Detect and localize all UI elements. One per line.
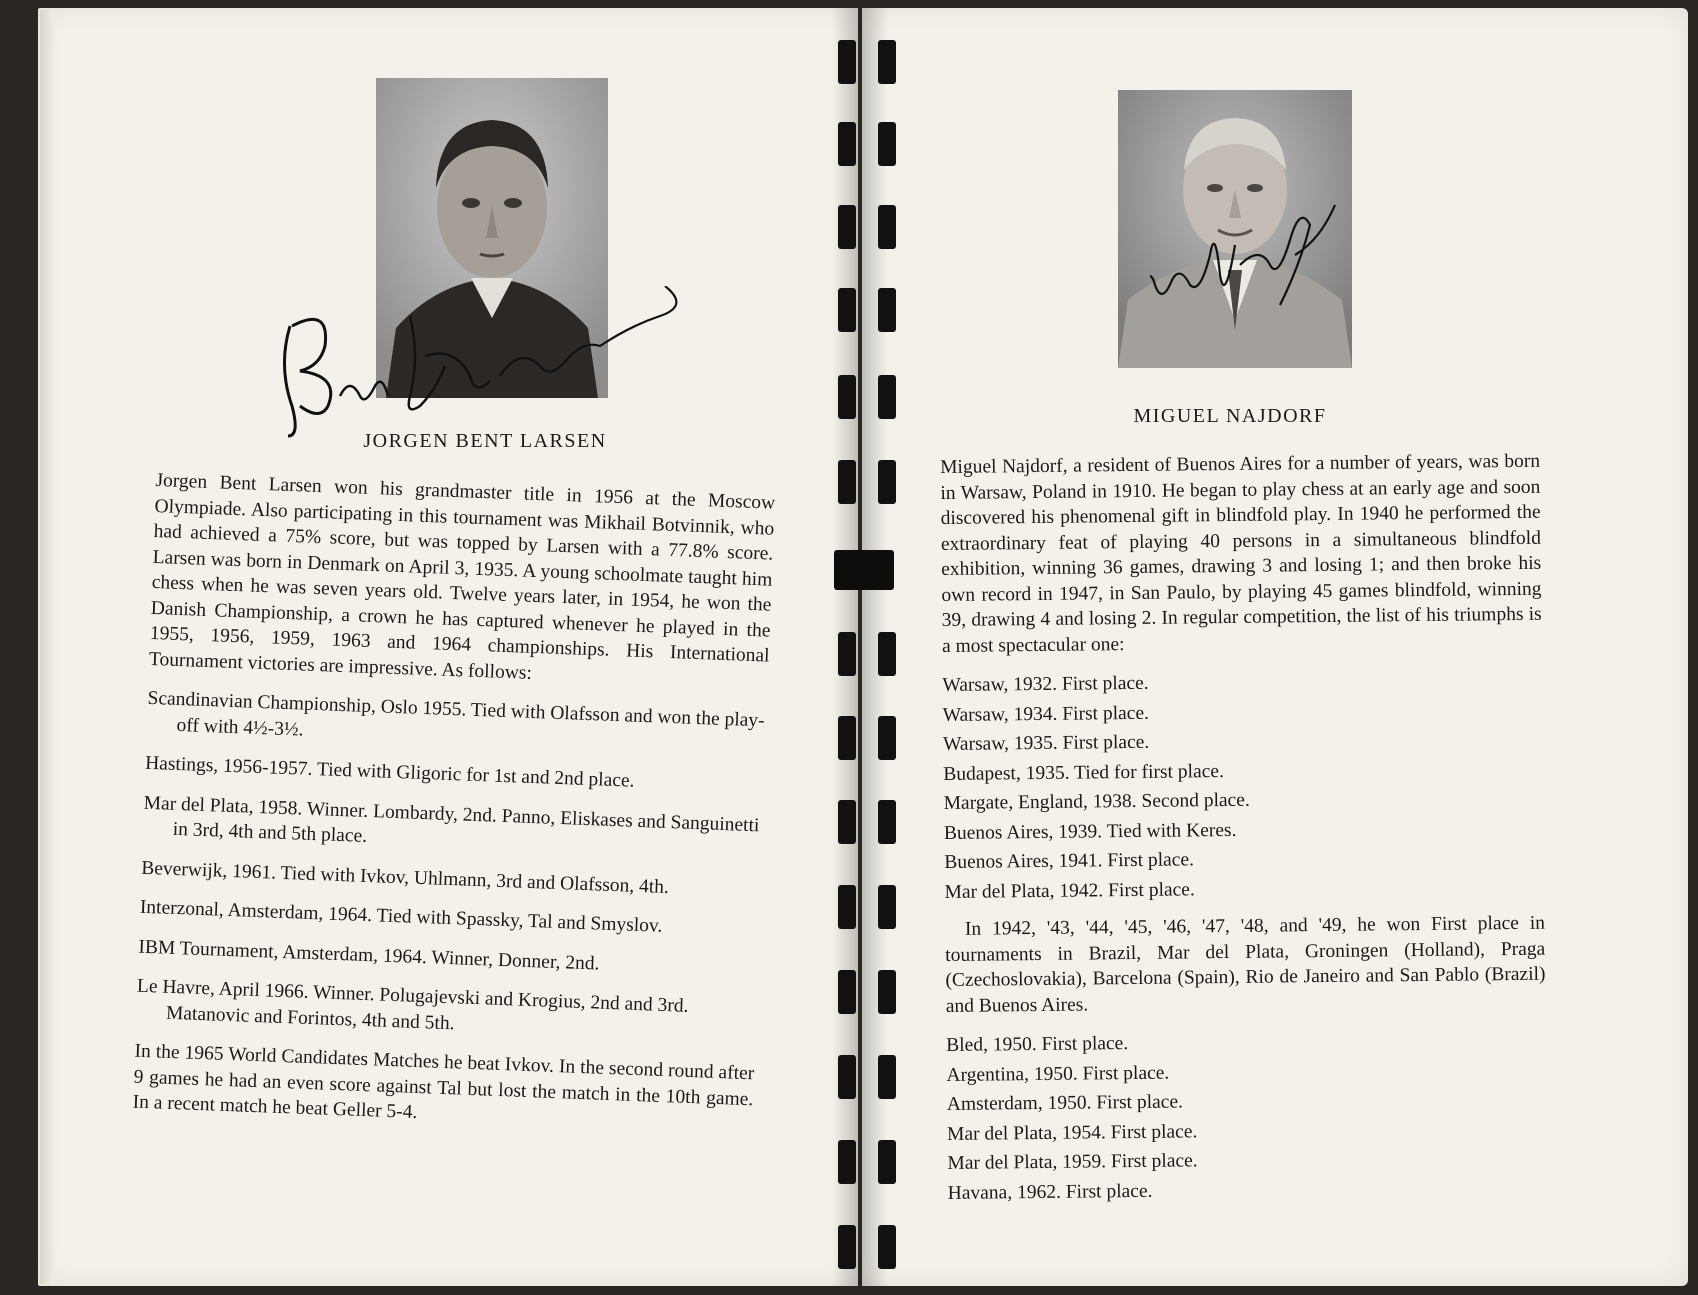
larsen-name-caption: JORGEN BENT LARSEN [363, 430, 607, 452]
binding-coil [878, 970, 896, 1014]
list-item: Amsterdam, 1950. First place. [946, 1091, 1184, 1115]
list-item: Warsaw, 1934. First place. [942, 702, 1150, 726]
list-item: Argentina, 1950. First place. [946, 1062, 1170, 1086]
binding-coil [838, 40, 856, 84]
larsen-closing-paragraph: In the 1965 World Candidates Matches he beat Ivkov. In the second round after 9 games he had an even score against Tal but lost the match in the 10th game. In a recent match he beat Geller 5-4. [132, 1040, 755, 1124]
binding-coil [878, 1140, 896, 1184]
list-item: Scandinavian Championship, Oslo 1955. Tied with Olafsson and won the play-off with 4½-3½. [147, 687, 765, 741]
page-stack-edge [40, 10, 54, 1284]
najdorf-results-list-late [946, 1027, 1548, 1206]
najdorf-signature [1150, 185, 1340, 335]
larsen-biography [132, 468, 776, 1152]
binding-coil [838, 716, 856, 760]
list-item: Warsaw, 1932. First place. [942, 672, 1149, 696]
binding-coil [838, 1225, 856, 1269]
list-item: Mar del Plata, 1942. First place. [944, 878, 1195, 903]
binding-coil [878, 885, 896, 929]
binding-coil [878, 460, 896, 504]
binding-coil [878, 375, 896, 419]
binding-clip [834, 550, 894, 590]
binding-coil [878, 716, 896, 760]
binding-coil [878, 800, 896, 844]
list-item: Mar del Plata, 1958. Winner. Lombardy, 2nd. Panno, Eliskases and Sanguinetti in 3rd, 4th and 5th place. [143, 792, 760, 847]
binding-coil [838, 885, 856, 929]
binding-coil [838, 1140, 856, 1184]
list-item: Warsaw, 1935. First place. [942, 731, 1150, 755]
binding-coil [878, 122, 896, 166]
binding-coil [838, 1055, 856, 1099]
list-item: Bled, 1950. First place. [946, 1033, 1129, 1056]
list-item: Le Havre, April 1966. Winner. Polugajevski and Krogius, 2nd and 3rd. Matanovic and Forintos, 4th and 5th. [136, 975, 689, 1034]
larsen-results-list [136, 686, 768, 1047]
list-item: Hastings, 1956-1957. Tied with Gligoric for 1st and 2nd place. [144, 752, 635, 792]
binding-coil [878, 632, 896, 676]
binding-coil [878, 1055, 896, 1099]
list-item: Buenos Aires, 1939. Tied with Keres. [943, 819, 1237, 844]
list-item: Mar del Plata, 1954. First place. [947, 1120, 1198, 1145]
list-item: Interzonal, Amsterdam, 1964. Tied with Spassky, Tal and Smyslov. [139, 896, 663, 937]
najdorf-name-caption: MIGUEL NAJDORF [1133, 405, 1327, 427]
binding-coil [878, 1225, 896, 1269]
binding-coil [838, 970, 856, 1014]
binding-coil [838, 288, 856, 332]
binding-coil [838, 632, 856, 676]
list-item: Mar del Plata, 1959. First place. [947, 1150, 1198, 1174]
binding-coil [838, 122, 856, 166]
larsen-bio-paragraph: Jorgen Bent Larsen won his grandmaster title in 1956 at the Moscow Olympiade. Also participating in this tournament was Mikhail Botvinnik, who had achieved a 75% score, but was topped by Larsen with a 77.8% score. Larsen was born in Denmark on April 3, 1935. A young schoolmate taught him chess when he was seven years old. Twelve years later, in 1954, he won the Danish Championship, a crown he has captured whenever he played in the 1955, 1956, 1959, 1963 and 1964 championships. His International Tournament victories are impressive. As follows: [148, 469, 776, 684]
binding-coil [838, 800, 856, 844]
list-item: Havana, 1962. First place. [947, 1180, 1153, 1204]
binding-coil [838, 205, 856, 249]
list-item: IBM Tournament, Amsterdam, 1964. Winner, Donner, 2nd. [138, 936, 600, 975]
list-item: Margate, England, 1938. Second place. [943, 789, 1250, 814]
binding-coil [878, 40, 896, 84]
list-item: Buenos Aires, 1941. First place. [944, 849, 1195, 873]
spiral-binding [838, 40, 898, 1280]
najdorf-results-list-early [942, 667, 1544, 905]
binding-coil [878, 288, 896, 332]
binding-coil [838, 375, 856, 419]
najdorf-biography [940, 449, 1548, 1218]
list-item: Budapest, 1935. Tied for first place. [943, 760, 1224, 785]
binding-coil [878, 205, 896, 249]
list-item: Beverwijk, 1961. Tied with Ivkov, Uhlmann, 3rd and Olafsson, 4th. [140, 857, 670, 898]
binding-coil [838, 460, 856, 504]
najdorf-bio-paragraph: Miguel Najdorf, a resident of Buenos Aires for a number of years, was born in Warsaw, Poland in 1910. He began to play chess at an early age and soon discovered his phenomenal gift in blindfold play. In 1940 he performed the extraordinary feat of playing 40 persons in a simultaneous blindfold exhibition, winning 36 games, drawing 3 and losing 1; and then broke his own record in 1947, in San Paulo, by playing 45 games blindfold, winning 39, drawing 4 and losing 2. In regular competition, the list of his triumphs is a most spectacular one: [940, 450, 1542, 657]
najdorf-middle-paragraph: In 1942, '43, '44, '45, '46, '47, '48, and '49, he won First place in tournaments in Brazil, Mar del Plata, Groningen (Holland), Praga (Czechoslovakia), Barcelona (Spain), Rio de Janeiro and San Pablo (Brazil) and Buenos Aires. [945, 912, 1546, 1017]
